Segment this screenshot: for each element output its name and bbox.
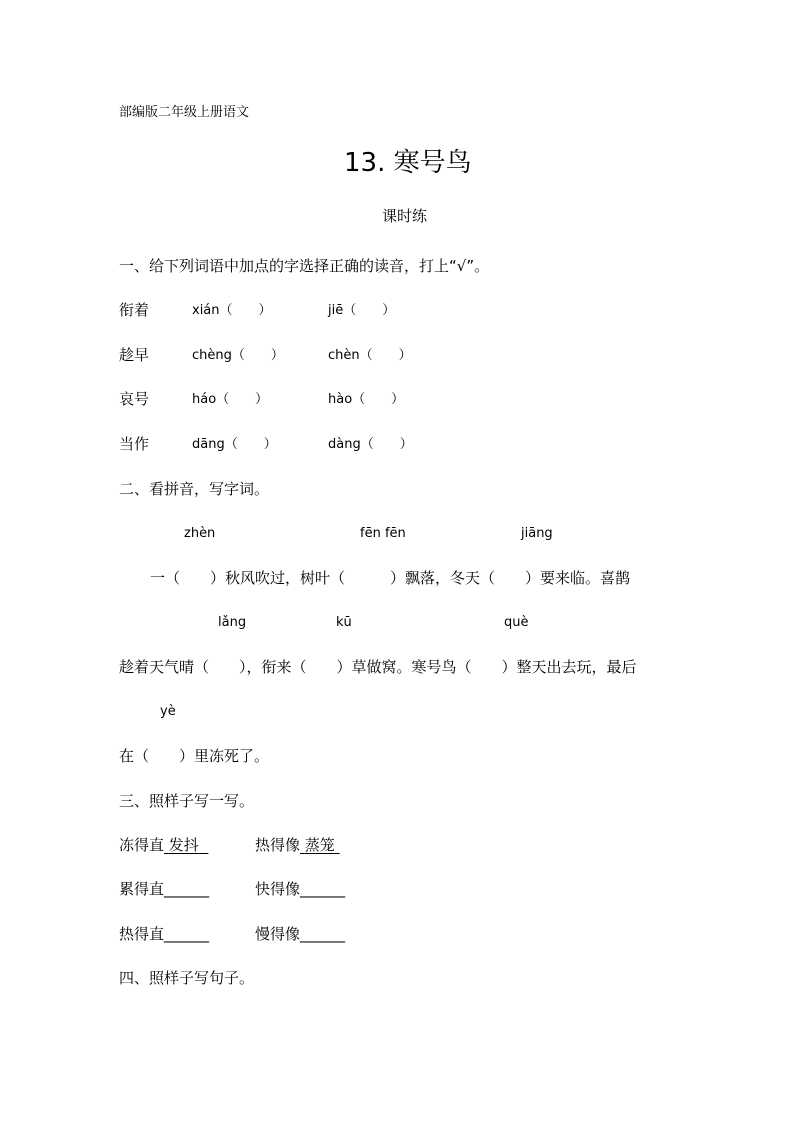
section1-row1-word: 衔着	[119, 301, 150, 319]
section1-row3-option1: háo（ ）	[192, 392, 269, 407]
book-label: 部编版二年级上册语文	[119, 105, 250, 120]
section1-row3-word: 哀号	[119, 390, 150, 408]
section3-row2-a	[119, 879, 209, 899]
section2-line3: 在（ ）里冻死了。	[119, 747, 270, 765]
section1-row2-option2: chèn（ ）	[328, 348, 412, 363]
row3-blank-b[interactable]: ______	[300, 925, 346, 943]
row2-label-a: 累得直	[119, 880, 165, 898]
section4-heading: 四、照样子写句子。	[119, 969, 255, 987]
section1-heading: 一、给下列词语中加点的字选择正确的读音，打上“√”。	[119, 257, 490, 275]
pinyin-ye: yè	[160, 704, 176, 719]
section1-row4-word: 当作	[119, 435, 150, 453]
page-subtitle: 课时练	[382, 207, 428, 225]
section1-row2-option1: chèng（ ）	[192, 348, 284, 363]
section3-row1-b	[255, 835, 340, 855]
section1-row2-word: 趁早	[119, 346, 150, 364]
section1-row1-option2: jiē（ ）	[328, 303, 396, 318]
section1-row3-option2: hào（ ）	[328, 392, 405, 407]
example-label-a: 冻得直	[119, 836, 165, 854]
section1-row1-option1: xián（ ）	[192, 303, 272, 318]
pinyin-que: què	[504, 615, 529, 630]
row2-label-b: 快得像	[255, 880, 301, 898]
row2-blank-a[interactable]: ______	[164, 880, 210, 898]
row2-blank-b[interactable]: ______	[300, 880, 346, 898]
row3-label-b: 慢得像	[255, 925, 301, 943]
section3-heading: 三、照样子写一写。	[119, 792, 255, 810]
pinyin-lang: lǎng	[218, 615, 247, 630]
section2-line1: 一（ ）秋风吹过，树叶（ ）飘落，冬天（ ）要来临。喜鹊	[150, 569, 631, 587]
pinyin-zhen: zhèn	[184, 526, 216, 541]
example-label-b: 热得像	[255, 836, 301, 854]
section1-row4-option2: dàng（ ）	[328, 437, 413, 452]
pinyin-fenfen: fēn fēn	[360, 526, 406, 541]
section2-heading: 二、看拼音，写字词。	[119, 480, 270, 498]
example-answer-a: 发抖	[168, 836, 199, 854]
section3-row1-a	[119, 835, 208, 855]
section2-line2: 趁着天气晴（ ），衔来（ ）草做窝。寒号鸟（ ）整天出去玩，最后	[119, 658, 637, 676]
pinyin-ku: kū	[336, 615, 352, 630]
pinyin-jiang: jiāng	[521, 526, 553, 541]
example-answer-b: 蒸笼	[304, 836, 335, 854]
section3-row3-a	[119, 924, 209, 944]
section3-row3-b	[255, 924, 345, 944]
page-title: 13. 寒号鸟	[344, 148, 472, 178]
row3-label-a: 热得直	[119, 925, 165, 943]
section1-row4-option1: dāng（ ）	[192, 437, 277, 452]
row3-blank-a[interactable]: ______	[164, 925, 210, 943]
section3-row2-b	[255, 879, 345, 899]
